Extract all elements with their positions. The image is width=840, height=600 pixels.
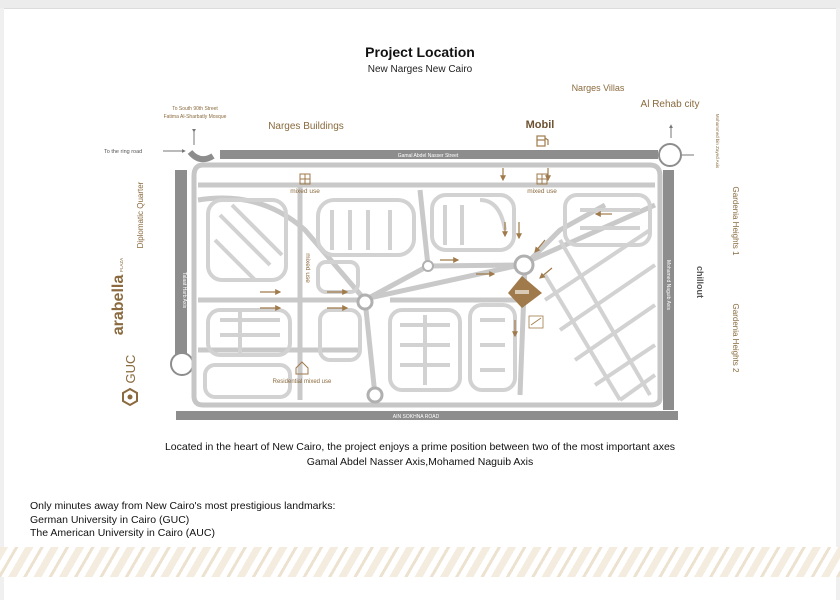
label-diplomatic-quarter: Diplomatic Quarter bbox=[136, 181, 145, 249]
label-mixed-use-west: mixed use bbox=[304, 253, 311, 283]
ring-road-link bbox=[190, 152, 213, 159]
landmarks-list bbox=[30, 500, 335, 541]
description-line-2: Gamal Abdel Nasser Axis,Mohamed Naguib Axis bbox=[306, 456, 534, 468]
label-ain-sokhna-road: AIN SOKHNA ROAD bbox=[392, 414, 440, 420]
landmark-item-guc: German University in Cairo (GUC) bbox=[30, 513, 190, 526]
decorative-stripe bbox=[0, 547, 840, 577]
label-gardenia-heights-1: Gardenia Heights 1 bbox=[731, 186, 740, 256]
roundabout-icon bbox=[659, 144, 681, 166]
label-gamal-abdel-nasser-street: Gamal Abdel Nasser Street bbox=[397, 153, 459, 159]
label-gardenia-heights-2: Gardenia Heights 2 bbox=[731, 303, 740, 373]
label-narges-villas: Narges Villas bbox=[571, 83, 625, 93]
label-al-rehab-city: Al Rehab city bbox=[640, 99, 700, 110]
label-to-ring-road: To the ring road bbox=[104, 149, 143, 155]
label-talaat-harb-axis: Talaat Harb Axis bbox=[181, 271, 187, 309]
guc-logo bbox=[123, 389, 137, 405]
description-line-1: Located in the heart of New Cairo, the project enjoys a prime position between two of the most important axes bbox=[164, 441, 676, 453]
label-mohamed-bin-zayed: Mohammed bin Zayed Axis bbox=[715, 113, 720, 169]
landmark-item-auc: The American University in Cairo (AUC) bbox=[30, 527, 215, 539]
label-mixed-use-east: mixed use bbox=[527, 188, 557, 195]
page-title: Project Location bbox=[365, 44, 475, 60]
label-to-south-90th-1: To South 90th Street bbox=[172, 106, 218, 112]
roundabout-icon bbox=[515, 256, 533, 274]
roundabout-icon bbox=[171, 353, 193, 375]
label-mohamed-naguib-axis: Mohamed Naguib Axis bbox=[665, 259, 671, 311]
label-chillout: chillout bbox=[695, 266, 705, 298]
roundabout-icon bbox=[368, 388, 382, 402]
landmarks-heading: Only minutes away from New Cairo's most prestigious landmarks: bbox=[30, 500, 336, 512]
talaat-harb-axis bbox=[175, 170, 187, 365]
label-mobil: Mobil bbox=[525, 119, 555, 131]
page-subtitle: New Narges New Cairo bbox=[367, 64, 473, 75]
label-guc: GUC bbox=[123, 354, 138, 384]
label-residential-mixed-use: Residential mixed use bbox=[272, 379, 332, 385]
label-narges-buildings: Narges Buildings bbox=[268, 121, 344, 132]
roundabout-icon bbox=[358, 295, 372, 309]
roundabout-icon bbox=[423, 261, 433, 271]
label-mixed-use-north: mixed use bbox=[290, 188, 320, 195]
label-to-south-90th-2: Fatima Al-Sharbatly Mosque bbox=[163, 114, 227, 120]
fuel-pump-icon bbox=[537, 136, 548, 146]
label-arabella-plaza: PLAZA bbox=[119, 257, 124, 273]
label-arabella: arabella bbox=[110, 274, 127, 336]
